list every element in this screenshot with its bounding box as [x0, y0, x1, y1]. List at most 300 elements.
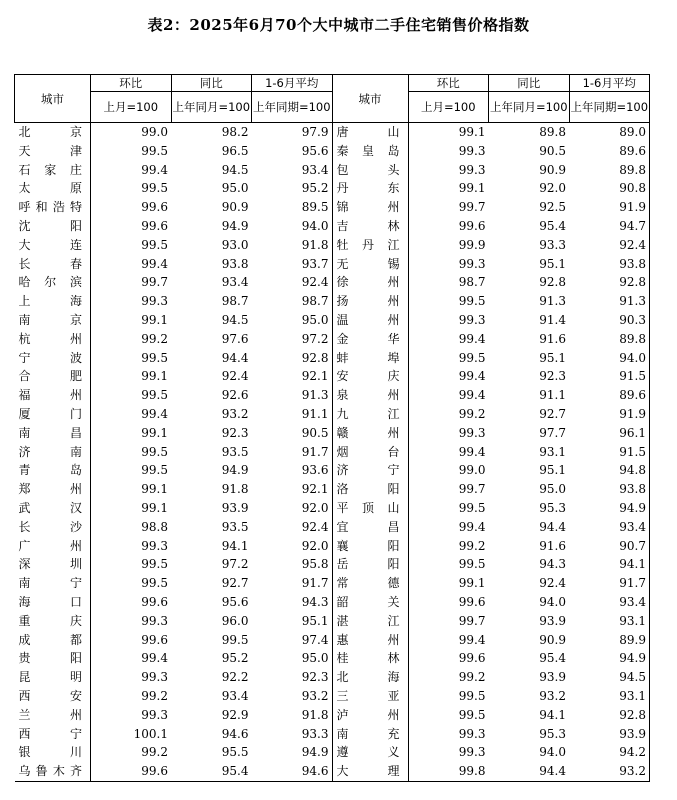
mom-index: 99.6: [141, 594, 168, 609]
city-name: 成都: [15, 631, 91, 650]
mom-index: 99.7: [458, 482, 486, 497]
yoy-index: 98.2: [221, 125, 249, 139]
city-name: 襄阳: [332, 537, 408, 556]
city-name: 沈阳: [15, 217, 91, 236]
mom-index: 99.6: [458, 651, 486, 666]
avg-index: 91.8: [301, 707, 329, 722]
city-name: 南京: [15, 311, 91, 330]
mom-index: 99.2: [141, 745, 168, 760]
mom-index: 99.5: [458, 707, 486, 722]
avg-index: 91.9: [569, 198, 650, 217]
yoy-index: 95.3: [539, 726, 566, 741]
city-name: 济南: [15, 443, 91, 462]
avg-index: 92.0: [301, 538, 329, 553]
table-row: [15, 217, 650, 236]
mom-index: 99.5: [458, 688, 486, 703]
yoy-index: 92.3: [221, 425, 249, 440]
table-row: [15, 405, 650, 424]
city-name: 青岛: [15, 461, 91, 480]
mom-index: 99.2: [458, 406, 486, 421]
yoy-index: 93.4: [221, 688, 249, 703]
city-name: 厦门: [15, 405, 91, 424]
city-name: 泸州: [332, 706, 408, 725]
yoy-index: 94.5: [221, 162, 249, 177]
city-name: 太原: [15, 179, 91, 198]
city-name: 惠州: [332, 631, 408, 650]
yoy-index: 95.1: [539, 256, 566, 271]
avg-index: 92.4: [301, 275, 329, 290]
city-name: 湛江: [332, 612, 408, 631]
yoy-index: 93.0: [221, 237, 249, 252]
avg-index: 89.8: [569, 330, 650, 349]
avg-index: 89.8: [569, 161, 650, 180]
city-name: 桂林: [332, 649, 408, 668]
city-name: 合肥: [15, 367, 91, 386]
header-mom-right: 环比: [408, 75, 489, 92]
city-name: 岳阳: [332, 555, 408, 574]
avg-index: 90.3: [569, 311, 650, 330]
mom-index: 99.7: [458, 200, 486, 215]
header-avg-right: 1-6月平均: [569, 75, 650, 92]
yoy-index: 98.7: [221, 294, 249, 309]
avg-index: 94.7: [569, 217, 650, 236]
table-row: [15, 593, 650, 612]
mom-index: 99.5: [458, 350, 486, 365]
mom-index: 99.3: [458, 256, 486, 271]
table-row: [15, 255, 650, 274]
yoy-index: 93.1: [539, 444, 566, 459]
avg-index: 92.8: [569, 706, 650, 725]
mom-index: 99.4: [458, 369, 486, 384]
avg-index: 93.7: [301, 256, 329, 271]
city-name: 宁波: [15, 349, 91, 368]
yoy-index: 95.0: [221, 181, 249, 196]
avg-index: 96.1: [569, 424, 650, 443]
table-row: [15, 649, 650, 668]
table-row: [15, 292, 650, 311]
table-row: [15, 386, 650, 405]
yoy-index: 92.7: [221, 576, 249, 591]
header-city-left: 城市: [15, 75, 91, 123]
city-name: 南宁: [15, 574, 91, 593]
avg-index: 93.4: [569, 518, 650, 537]
avg-index: 92.4: [569, 236, 650, 255]
city-name: 泉州: [332, 386, 408, 405]
yoy-index: 96.5: [221, 143, 249, 158]
avg-index: 93.8: [569, 480, 650, 499]
mom-index: 99.3: [141, 613, 168, 628]
yoy-index: 93.3: [539, 237, 566, 252]
yoy-index: 94.1: [539, 707, 566, 722]
city-name: 南昌: [15, 424, 91, 443]
mom-index: 99.7: [141, 275, 168, 290]
mom-index: 98.7: [458, 275, 486, 290]
city-name: 乌鲁木齐: [15, 762, 91, 781]
avg-index: 90.5: [301, 425, 329, 440]
mom-index: 99.3: [458, 143, 486, 158]
avg-index: 94.9: [569, 499, 650, 518]
table-row: [15, 142, 650, 161]
avg-index: 91.9: [569, 405, 650, 424]
avg-index: 91.7: [301, 444, 329, 459]
mom-index: 99.4: [458, 388, 486, 403]
mom-index: 99.2: [141, 688, 168, 703]
table-row: [15, 330, 650, 349]
city-name: 赣州: [332, 424, 408, 443]
table-row: [15, 424, 650, 443]
mom-index: 99.6: [141, 632, 168, 647]
avg-index: 93.1: [569, 612, 650, 631]
yoy-index: 92.8: [539, 275, 566, 290]
table-row: [15, 706, 650, 725]
yoy-index: 92.2: [221, 670, 249, 685]
mom-index: 99.1: [141, 425, 168, 440]
table-row: [15, 574, 650, 593]
table-body: [15, 123, 650, 782]
header-yoy-left: 同比: [171, 75, 252, 92]
mom-index: 99.4: [141, 651, 168, 666]
city-name: 大理: [332, 762, 408, 781]
mom-index: 99.5: [458, 557, 486, 572]
avg-index: 92.1: [301, 369, 329, 384]
yoy-index: 92.9: [221, 707, 249, 722]
city-name: 宜昌: [332, 518, 408, 537]
mom-index: 99.3: [458, 312, 486, 327]
city-name: 洛阳: [332, 480, 408, 499]
city-name: 兰州: [15, 706, 91, 725]
city-name: 金华: [332, 330, 408, 349]
yoy-index: 93.9: [221, 500, 249, 515]
table-row: [15, 480, 650, 499]
table-row: [15, 725, 650, 744]
city-name: 长春: [15, 255, 91, 274]
yoy-index: 94.1: [221, 538, 249, 553]
yoy-index: 94.4: [539, 519, 566, 534]
yoy-index: 90.9: [539, 632, 566, 647]
avg-index: 91.3: [301, 388, 329, 403]
avg-index: 93.4: [301, 162, 329, 177]
avg-index: 92.8: [569, 273, 650, 292]
avg-index: 91.8: [301, 237, 329, 252]
mom-index: 99.5: [458, 500, 486, 515]
yoy-index: 95.1: [539, 350, 566, 365]
yoy-index: 92.3: [539, 369, 566, 384]
avg-index: 95.6: [301, 143, 329, 158]
mom-index: 99.4: [458, 331, 486, 346]
avg-index: 93.6: [301, 463, 329, 478]
table-row: [15, 518, 650, 537]
mom-index: 99.5: [141, 444, 168, 459]
mom-index: 99.1: [458, 576, 486, 591]
city-name: 无锡: [332, 255, 408, 274]
city-name: 昆明: [15, 668, 91, 687]
yoy-index: 95.4: [539, 651, 566, 666]
mom-index: 99.3: [141, 294, 168, 309]
avg-index: 95.2: [301, 181, 329, 196]
avg-index: 90.8: [569, 179, 650, 198]
city-name: 遵义: [332, 743, 408, 762]
mom-index: 99.1: [141, 500, 168, 515]
mom-index: 99.3: [458, 425, 486, 440]
header-yoy-base-left: 上年同月=100: [171, 92, 252, 123]
table-row: [15, 762, 650, 781]
mom-index: 98.8: [141, 519, 168, 534]
avg-index: 91.5: [569, 443, 650, 462]
yoy-index: 92.4: [221, 369, 249, 384]
mom-index: 99.6: [141, 218, 168, 233]
yoy-index: 93.2: [221, 406, 249, 421]
avg-index: 89.5: [301, 200, 329, 215]
page-title: 表2：2025年6月70个大中城市二手住宅销售价格指数: [147, 16, 530, 34]
mom-index: 99.5: [141, 350, 168, 365]
header-avg-base-right: 上年同期=100: [569, 92, 650, 123]
city-name: 吉林: [332, 217, 408, 236]
avg-index: 90.7: [569, 537, 650, 556]
avg-index: 94.8: [569, 461, 650, 480]
yoy-index: 93.8: [221, 256, 249, 271]
city-name: 天津: [15, 142, 91, 161]
table-row: [15, 687, 650, 706]
yoy-index: 95.0: [539, 482, 566, 497]
table-row: [15, 555, 650, 574]
table-row: [15, 273, 650, 292]
yoy-index: 91.3: [539, 294, 566, 309]
yoy-index: 92.0: [539, 181, 566, 196]
yoy-index: 99.5: [221, 632, 249, 647]
avg-index: 98.7: [301, 294, 329, 309]
avg-index: 89.0: [569, 123, 650, 142]
header-yoy-right: 同比: [489, 75, 570, 92]
city-name: 温州: [332, 311, 408, 330]
avg-index: 89.6: [569, 386, 650, 405]
city-name: 长沙: [15, 518, 91, 537]
city-name: 上海: [15, 292, 91, 311]
avg-index: 97.9: [301, 125, 329, 139]
city-name: 锦州: [332, 198, 408, 217]
header-yoy-base-right: 上年同月=100: [489, 92, 570, 123]
city-name: 平顶山: [332, 499, 408, 518]
city-name: 秦皇岛: [332, 142, 408, 161]
city-name: 郑州: [15, 480, 91, 499]
avg-index: 91.7: [569, 574, 650, 593]
avg-index: 93.1: [569, 687, 650, 706]
yoy-index: 89.8: [539, 125, 566, 139]
table-row: [15, 311, 650, 330]
avg-index: 95.8: [301, 557, 329, 572]
header-city-right: 城市: [332, 75, 408, 123]
table-row: [15, 537, 650, 556]
avg-index: 91.7: [301, 576, 329, 591]
city-name: 常德: [332, 574, 408, 593]
yoy-index: 93.9: [539, 613, 566, 628]
city-name: 丹东: [332, 179, 408, 198]
city-name: 济宁: [332, 461, 408, 480]
city-name: 包头: [332, 161, 408, 180]
table-row: [15, 612, 650, 631]
mom-index: 99.5: [458, 294, 486, 309]
yoy-index: 90.5: [539, 143, 566, 158]
avg-index: 94.0: [301, 218, 329, 233]
table-row: [15, 236, 650, 255]
mom-index: 99.1: [141, 482, 168, 497]
avg-index: 94.3: [301, 594, 329, 609]
mom-index: 99.9: [458, 237, 486, 252]
table-row: [15, 499, 650, 518]
mom-index: 99.4: [141, 406, 168, 421]
mom-index: 99.1: [458, 181, 486, 196]
header-mom-left: 环比: [91, 75, 172, 92]
mom-index: 99.3: [141, 707, 168, 722]
yoy-index: 94.0: [539, 594, 566, 609]
yoy-index: 92.4: [539, 576, 566, 591]
avg-index: 91.3: [569, 292, 650, 311]
table-row: [15, 349, 650, 368]
yoy-index: 95.1: [539, 463, 566, 478]
city-name: 韶关: [332, 593, 408, 612]
yoy-index: 91.8: [221, 482, 249, 497]
avg-index: 93.3: [301, 726, 329, 741]
header-avg-base-left: 上年同期=100: [252, 92, 333, 123]
mom-index: 99.4: [141, 162, 168, 177]
mom-index: 99.0: [141, 125, 168, 139]
table-row: [15, 123, 650, 142]
yoy-index: 92.6: [221, 388, 249, 403]
city-name: 扬州: [332, 292, 408, 311]
avg-index: 94.0: [569, 349, 650, 368]
table-row: [15, 161, 650, 180]
city-name: 大连: [15, 236, 91, 255]
avg-index: 94.2: [569, 743, 650, 762]
table-row: [15, 668, 650, 687]
city-name: 三亚: [332, 687, 408, 706]
yoy-index: 97.2: [221, 557, 249, 572]
city-name: 九江: [332, 405, 408, 424]
avg-index: 89.9: [569, 631, 650, 650]
city-name: 深圳: [15, 555, 91, 574]
header-mom-base-right: 上月=100: [408, 92, 489, 123]
header-mom-base-left: 上月=100: [91, 92, 172, 123]
avg-index: 94.5: [569, 668, 650, 687]
mom-index: 99.4: [458, 632, 486, 647]
yoy-index: 94.0: [539, 745, 566, 760]
avg-index: 91.5: [569, 367, 650, 386]
yoy-index: 94.9: [221, 463, 249, 478]
mom-index: 99.2: [458, 670, 486, 685]
yoy-index: 92.5: [539, 200, 566, 215]
mom-index: 99.5: [141, 557, 168, 572]
city-name: 烟台: [332, 443, 408, 462]
yoy-index: 94.9: [221, 218, 249, 233]
table-row: [15, 743, 650, 762]
avg-index: 95.0: [301, 312, 329, 327]
yoy-index: 90.9: [221, 200, 249, 215]
avg-index: 95.0: [301, 651, 329, 666]
yoy-index: 93.4: [221, 275, 249, 290]
city-name: 石家庄: [15, 161, 91, 180]
city-name: 北京: [15, 123, 91, 142]
avg-index: 92.4: [301, 519, 329, 534]
yoy-index: 94.4: [489, 762, 570, 781]
city-name: 广州: [15, 537, 91, 556]
avg-index: 92.0: [301, 500, 329, 515]
mom-index: 99.8: [408, 762, 489, 781]
yoy-index: 97.6: [221, 331, 249, 346]
city-name: 武汉: [15, 499, 91, 518]
price-index-table: [14, 74, 650, 782]
yoy-index: 93.2: [539, 688, 566, 703]
city-name: 海口: [15, 593, 91, 612]
mom-index: 99.1: [458, 125, 486, 139]
avg-index: 89.6: [569, 142, 650, 161]
yoy-index: 91.1: [539, 388, 566, 403]
yoy-index: 93.9: [539, 670, 566, 685]
city-name: 唐山: [332, 123, 408, 142]
city-name: 北海: [332, 668, 408, 687]
yoy-index: 90.9: [539, 162, 566, 177]
yoy-index: 95.4: [539, 218, 566, 233]
yoy-index: 95.5: [221, 745, 249, 760]
table-row: [15, 179, 650, 198]
mom-index: 99.3: [458, 726, 486, 741]
city-name: 重庆: [15, 612, 91, 631]
yoy-index: 93.5: [221, 519, 249, 534]
mom-index: 99.1: [141, 312, 168, 327]
yoy-index: 96.0: [221, 613, 249, 628]
avg-index: 94.6: [252, 762, 333, 781]
city-name: 福州: [15, 386, 91, 405]
avg-index: 92.1: [301, 482, 329, 497]
yoy-index: 91.6: [539, 331, 566, 346]
table-row: [15, 631, 650, 650]
yoy-index: 92.7: [539, 406, 566, 421]
city-name: 哈尔滨: [15, 273, 91, 292]
mom-index: 99.4: [458, 519, 486, 534]
mom-index: 99.6: [458, 218, 486, 233]
table-row: [15, 198, 650, 217]
yoy-index: 91.6: [539, 538, 566, 553]
yoy-index: 91.4: [539, 312, 566, 327]
yoy-index: 97.7: [539, 425, 566, 440]
city-name: 牡丹江: [332, 236, 408, 255]
city-name: 徐州: [332, 273, 408, 292]
mom-index: 99.7: [458, 613, 486, 628]
mom-index: 99.2: [458, 538, 486, 553]
mom-index: 99.3: [141, 538, 168, 553]
city-name: 银川: [15, 743, 91, 762]
city-name: 呼和浩特: [15, 198, 91, 217]
avg-index: 93.2: [569, 762, 650, 781]
avg-index: 93.8: [569, 255, 650, 274]
table-row: [15, 367, 650, 386]
city-name: 杭州: [15, 330, 91, 349]
mom-index: 99.5: [141, 576, 168, 591]
yoy-index: 94.4: [221, 350, 249, 365]
mom-index: 99.1: [141, 369, 168, 384]
mom-index: 99.4: [141, 256, 168, 271]
mom-index: 99.3: [458, 745, 486, 760]
mom-index: 99.2: [141, 331, 168, 346]
yoy-index: 94.3: [539, 557, 566, 572]
mom-index: 99.5: [141, 181, 168, 196]
avg-index: 93.2: [301, 688, 329, 703]
header-avg-left: 1-6月平均: [252, 75, 333, 92]
yoy-index: 93.5: [221, 444, 249, 459]
yoy-index: 94.6: [221, 726, 249, 741]
yoy-index: 95.2: [221, 651, 249, 666]
city-name: 蚌埠: [332, 349, 408, 368]
mom-index: 99.5: [141, 463, 168, 478]
avg-index: 97.4: [301, 632, 329, 647]
